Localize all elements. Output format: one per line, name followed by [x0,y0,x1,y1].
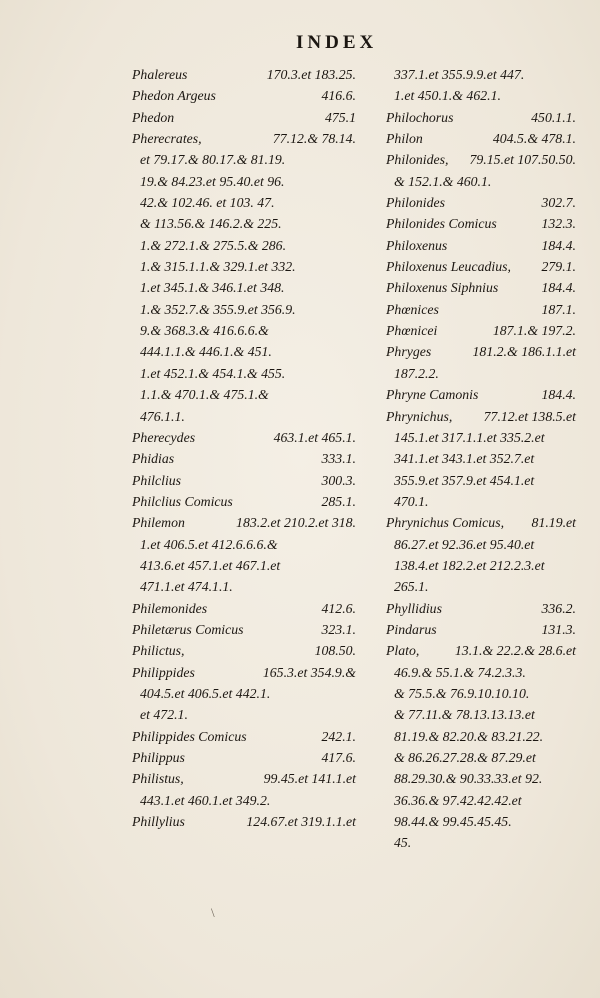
entry-references: 131.3. [541,621,576,637]
entry-references: et 79.17.& 80.17.& 81.19. [140,152,286,168]
index-entry-continuation [386,683,576,704]
entry-references: 1.et 406.5.et 412.6.6.6.& [140,536,278,552]
index-entry-continuation [386,534,576,555]
entry-references: 184.4. [541,280,576,296]
index-entry-continuation [386,662,576,683]
index-entry-continuation [386,448,576,469]
entry-name: Phœnices [386,301,439,317]
entry-references: & 86.26.27.28.& 87.29.et [394,750,536,765]
entry-references: 404.5.& 478.1. [492,131,576,147]
entry-references: 450.1.1. [531,109,576,125]
entry-references: 99.45.et 141.1.et [263,771,356,787]
entry-references: 475.1 [324,109,356,125]
entry-references: 9.& 368.3.& 416.6.6.& [140,323,269,339]
index-entry-continuation [132,171,356,192]
entry-references: 1.& 272.1.& 275.5.& 286. [140,237,287,253]
index-entry [386,235,576,256]
entry-name: Philonides Comicus [386,216,497,232]
index-entry-continuation [132,192,356,213]
entry-references: 404.5.et 406.5.et 442.1. [140,685,271,701]
entry-name: Phalereus [132,67,188,82]
index-entry-continuation [386,363,576,384]
entry-name: Philetærus Comicus [132,621,244,637]
index-entry-continuation [132,235,356,256]
entry-references: 1.et 452.1.& 454.1.& 455. [140,365,286,381]
entry-name: Philochorus [386,109,454,125]
entry-name: Phryges [386,344,432,360]
entry-references: 333.1. [321,451,356,467]
entry-name: Phyllidius [386,600,442,616]
entry-references: 98.44.& 99.45.45.45. [394,814,512,830]
entry-references: 19.& 84.23.et 95.40.et 96. [140,173,285,189]
entry-references: 13.1.& 22.2.& 28.6.et [454,643,576,659]
entry-references: 184.4. [541,387,576,403]
entry-name: Philonides [386,195,446,211]
entry-name: Philippus [132,750,185,765]
entry-name: Phidias [132,451,175,467]
entry-references: 187.1. [541,301,576,317]
entry-name: Pherecrates, [132,131,202,147]
index-entry [386,384,576,405]
index-entry [386,277,576,298]
index-entry [386,512,576,533]
index-entry [132,640,356,661]
entry-references: 1.1.& 470.1.& 475.1.& [140,387,269,403]
entry-name: Philistus, [132,771,184,787]
entry-references: 181.2.& 186.1.1.et [472,344,576,360]
index-entry-continuation [132,149,356,170]
entry-references: 416.6. [321,88,356,104]
entry-references: & 113.56.& 146.2.& 225. [140,216,282,232]
index-entry [132,747,356,768]
index-entry-continuation [132,555,356,576]
entry-name: Philippides [132,664,195,680]
entry-name: Philon [386,131,423,147]
entry-name: Pherecydes [132,429,196,445]
index-entry-continuation [386,64,576,85]
entry-references: 412.6. [321,600,356,616]
index-entry-continuation [386,832,576,853]
entry-references: 36.36.& 97.42.42.42.et [394,792,522,808]
entry-references: 463.1.et 465.1. [273,429,356,445]
index-entry [386,598,576,619]
index-entry-continuation [386,747,576,768]
entry-name: Phrynichus, [386,408,453,424]
index-entry-continuation [132,576,356,597]
index-entry [386,341,576,362]
entry-references: & 77.11.& 78.13.13.13.et [394,707,535,723]
index-entry-continuation [132,299,356,320]
index-entry [132,768,356,789]
index-entry-continuation [386,555,576,576]
entry-references: 77.12.& 78.14. [272,131,356,147]
entry-references: 165.3.et 354.9.& [262,664,356,680]
entry-references: 337.1.et 355.9.9.et 447. [394,67,525,82]
index-entry [132,811,356,832]
index-entry [386,149,576,170]
entry-references: 444.1.1.& 446.1.& 451. [140,344,272,360]
index-entry-continuation [386,171,576,192]
entry-name: Phryne Camonis [386,387,479,403]
index-entry [386,128,576,149]
index-entry-continuation [386,427,576,448]
index-entry-continuation [386,491,576,512]
entry-references: 86.27.et 92.36.et 95.40.et [394,536,535,552]
index-entry [132,128,356,149]
index-entry-continuation [386,790,576,811]
entry-references: 45. [394,835,412,851]
entry-name: Philoxenus Leucadius, [386,259,511,275]
index-entry [386,406,576,427]
index-entry-continuation [132,213,356,234]
page-header: INDEX [296,32,378,53]
index-entry-continuation [386,811,576,832]
index-entry [386,640,576,661]
entry-references: 79.15.et 107.50.50. [469,152,576,168]
entry-references: 336.2. [541,600,576,616]
entry-references: & 152.1.& 460.1. [394,173,492,189]
entry-references: 124.67.et 319.1.1.et [246,814,356,830]
index-entry-continuation [132,790,356,811]
index-entry-continuation [386,768,576,789]
entry-references: 1.et 345.1.& 346.1.et 348. [140,280,285,296]
entry-name: Phillylius [132,814,185,830]
index-entry [386,192,576,213]
entry-name: Philonides, [386,152,449,168]
entry-references: 443.1.et 460.1.et 349.2. [140,792,271,808]
entry-references: 285.1. [321,493,356,509]
index-entry [386,320,576,341]
entry-name: Pindarus [386,621,437,637]
entry-name: Philclius Comicus [132,493,233,509]
index-entry-continuation [132,384,356,405]
index-entry [132,448,356,469]
index-entry-continuation [132,683,356,704]
entry-name: Philoxenus Siphnius [386,280,499,296]
index-entry-continuation [132,256,356,277]
entry-references: 265.1. [394,579,429,595]
entry-references: 1.& 315.1.1.& 329.1.et 332. [140,259,296,275]
entry-name: Philclius [132,472,182,488]
entry-references: 81.19.et [531,515,576,531]
entry-references: 471.1.et 474.1.1. [140,579,233,595]
footer-mark: \ [211,905,215,920]
entry-references: 46.9.& 55.1.& 74.2.3.3. [394,664,526,680]
entry-references: 187.1.& 197.2. [492,323,576,339]
index-entry-continuation [386,576,576,597]
entry-references: 355.9.et 357.9.et 454.1.et [394,472,535,488]
entry-references: 1.et 450.1.& 462.1. [394,88,501,104]
entry-references: 300.3. [321,472,356,488]
index-entry-continuation [132,277,356,298]
entry-name: Philictus, [132,643,185,659]
entry-references: 145.1.et 317.1.1.et 335.2.et [394,429,545,445]
entry-references: 42.& 102.46. et 103. 47. [140,195,275,211]
index-entry-continuation [386,85,576,106]
index-entry [132,512,356,533]
index-entry-continuation [132,704,356,725]
entry-name: Phrynichus Comicus, [386,515,505,531]
entry-name: Philemonides [132,600,208,616]
right-column [386,64,576,854]
index-entry [132,85,356,106]
entry-name: Phedon [132,109,175,125]
entry-references: 1.& 352.7.& 355.9.et 356.9. [140,301,296,317]
index-entry-continuation [132,534,356,555]
index-entry-continuation [132,320,356,341]
index-entry-continuation [132,341,356,362]
entry-references: 187.2.2. [394,365,439,381]
left-column [132,64,356,832]
entry-name: Philoxenus [386,237,448,253]
index-entry [386,619,576,640]
index-entry [386,213,576,234]
entry-references: et 472.1. [140,707,188,723]
entry-references: 302.7. [541,195,576,211]
entry-references: 323.1. [321,621,356,637]
entry-references: 81.19.& 82.20.& 83.21.22. [394,728,544,744]
entry-name: Phedon Argeus [132,88,216,104]
entry-references: 279.1. [541,259,576,275]
entry-references: 184.4. [541,237,576,253]
index-entry [132,619,356,640]
entry-references: 88.29.30.& 90.33.33.et 92. [394,771,543,787]
index-entry [132,107,356,128]
entry-name: Phœnicei [386,323,438,339]
entry-references: 132.3. [541,216,576,232]
entry-references: 108.50. [314,643,356,659]
index-entry [132,64,356,85]
index-entry [132,427,356,448]
entry-references: 476.1.1. [140,408,185,424]
entry-references: 170.3.et 183.25. [266,67,356,82]
entry-references: & 75.5.& 76.9.10.10.10. [394,685,530,701]
index-entry-continuation [132,406,356,427]
index-entry [132,598,356,619]
index-entry-continuation [386,470,576,491]
index-entry-continuation [132,363,356,384]
index-entry-continuation [386,726,576,747]
entry-references: 413.6.et 457.1.et 467.1.et [140,557,281,573]
entry-name: Philemon [132,515,185,531]
entry-references: 242.1. [321,728,356,744]
index-entry [132,491,356,512]
index-entry [386,299,576,320]
entry-references: 138.4.et 182.2.et 212.2.3.et [394,557,545,573]
index-entry [132,726,356,747]
index-entry-continuation [386,704,576,725]
entry-references: 77.12.et 138.5.et [483,408,576,424]
entry-references: 470.1. [394,493,429,509]
entry-references: 341.1.et 343.1.et 352.7.et [394,451,535,467]
index-entry [386,256,576,277]
entry-name: Plato, [386,643,420,659]
index-entry [132,662,356,683]
entry-references: 183.2.et 210.2.et 318. [236,515,356,531]
index-entry [132,470,356,491]
entry-references: 417.6. [321,750,356,765]
entry-name: Philippides Comicus [132,728,247,744]
index-entry [386,107,576,128]
